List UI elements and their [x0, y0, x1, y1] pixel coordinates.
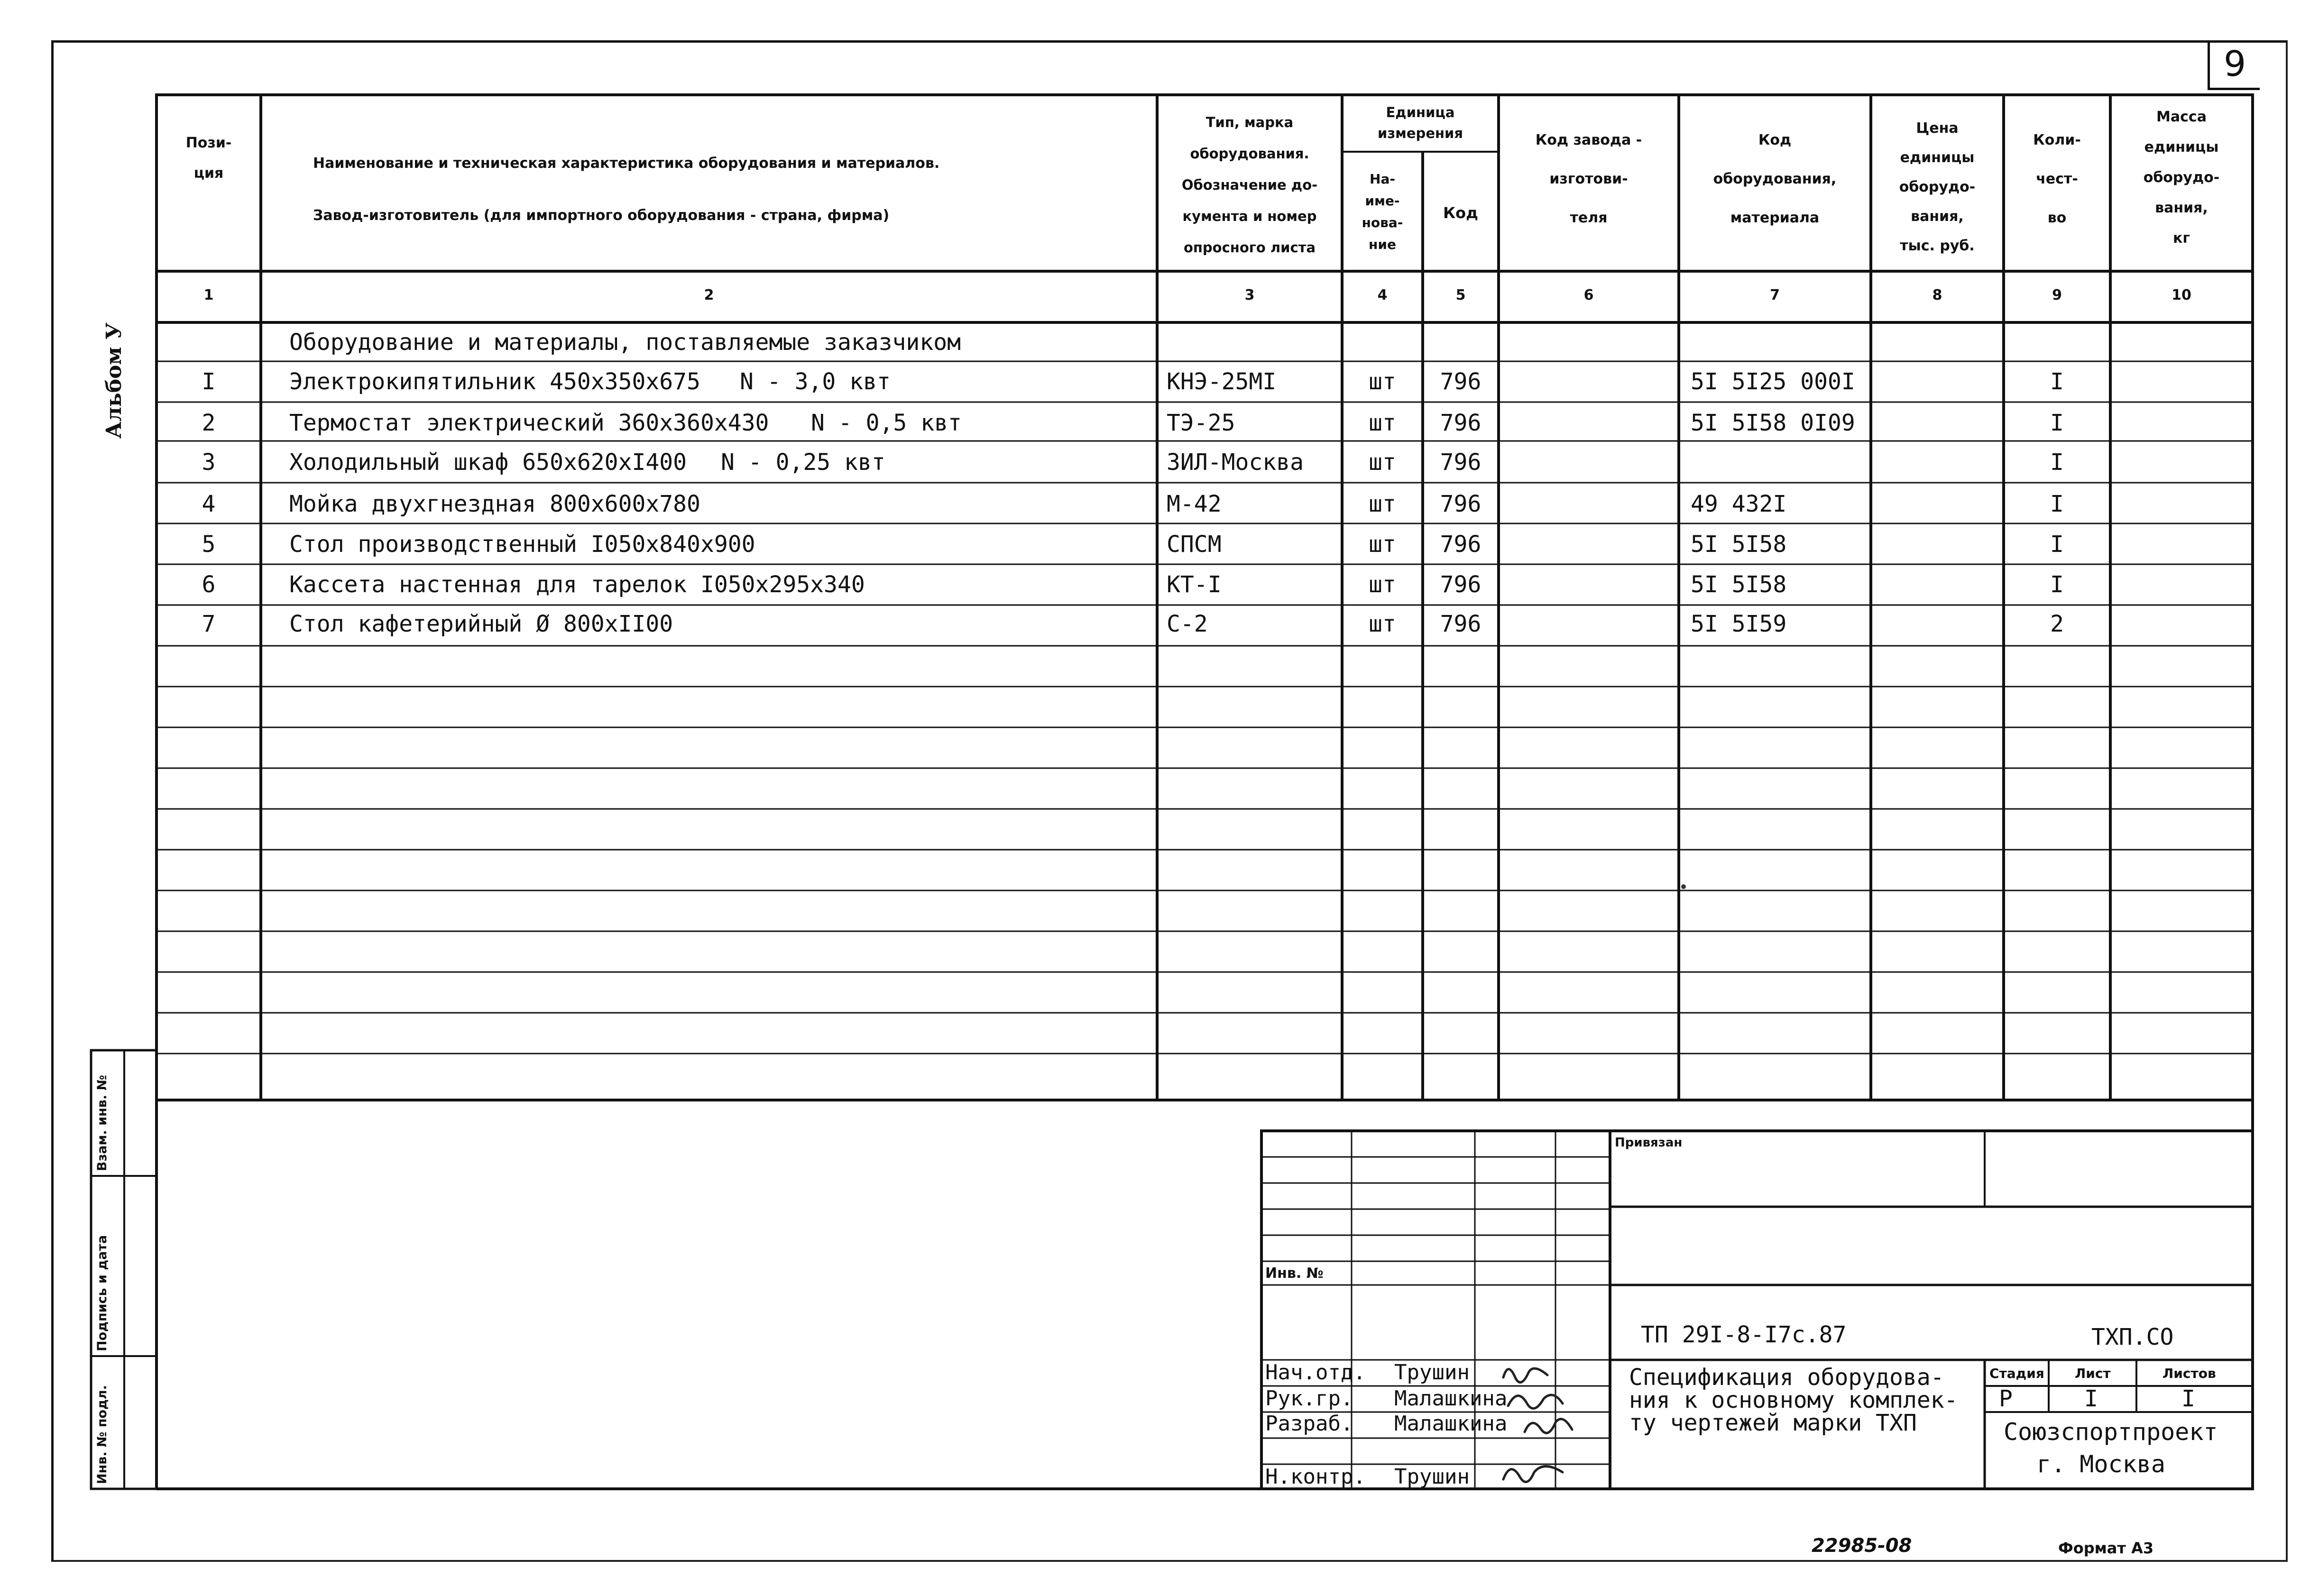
row-5-name: Стол производственный I050х840х900: [289, 531, 755, 558]
tb-org-line1: Союзспортпроект: [2004, 1418, 2218, 1446]
row-1-qty: I: [2050, 368, 2064, 395]
row-4-equip: 49 432I: [1691, 491, 1787, 517]
row-1-code: 796: [1440, 368, 1482, 395]
row-5-unit: шт: [1369, 531, 1396, 558]
row-5-code: 796: [1440, 531, 1482, 558]
tb-role-3: Н.контр.: [1265, 1465, 1366, 1489]
tb-stage: Р: [1999, 1385, 2013, 1412]
header-price: Цена единицы оборудо- вания, тыс. руб.: [1899, 120, 1976, 254]
header-unit-code: Код: [1443, 204, 1478, 222]
colnum-6: 6: [1583, 287, 1594, 303]
colnum-2: 2: [704, 287, 714, 303]
row-3-pos: 3: [202, 449, 216, 476]
row-4-qty: I: [2050, 491, 2064, 517]
header-name: Наименование и техническая характеристика оборудования и материалов. Завод-изготовитель (для импортного оборудования - страна, фирма): [313, 155, 940, 224]
header-mass: Масса единицы оборудо- вания, кг: [2143, 109, 2220, 247]
row-2-equip: 5I 5I58 0I09: [1691, 410, 1855, 436]
tb-mark: ТХП.СО: [2091, 1324, 2174, 1350]
header-unit-group: Единица измерения: [1378, 104, 1463, 141]
header-equip-code: Код оборудования, материала: [1713, 132, 1837, 226]
tb-title-line-1: ния к основному комплек-: [1629, 1387, 1958, 1413]
stamp-inv: Инв. № подл.: [95, 1385, 110, 1484]
tb-stage-label: Стадия: [1989, 1366, 2044, 1381]
row-2-name: Термостат электрический 360х360х430: [289, 410, 769, 436]
row-7-type: С-2: [1167, 611, 1208, 637]
header-plant-code: Код завода - изготови- теля: [1535, 132, 1642, 226]
tb-org-line2: г. Москва: [2037, 1450, 2165, 1478]
row-3-name: Холодильный шкаф 650х620хI400: [289, 449, 687, 476]
stamp-podpis: Подпись и дата: [95, 1235, 110, 1351]
footer-format: Формат А3: [2058, 1539, 2154, 1557]
colnum-7: 7: [1770, 287, 1780, 303]
row-2-code: 796: [1440, 410, 1482, 436]
tb-role-0: Нач.отд.: [1265, 1360, 1366, 1385]
tb-sheet-label: Лист: [2075, 1366, 2111, 1381]
row-1-unit: шт: [1369, 368, 1396, 395]
row-3-code: 796: [1440, 449, 1482, 476]
colnum-10: 10: [2172, 287, 2191, 303]
tb-sheet: I: [2084, 1385, 2098, 1412]
row-6-code: 796: [1440, 571, 1482, 598]
row-4-name: Мойка двухгнездная 800х600х780: [289, 491, 700, 517]
row-6-qty: I: [2050, 571, 2064, 598]
header-pos: Пози- ция: [185, 135, 232, 182]
row-6-name: Кассета настенная для тарелок I050х295х340: [289, 571, 865, 598]
tb-doc-code: ТП 29I-8-I7с.87: [1641, 1321, 1847, 1348]
row-3-power: N - 0,25 квт: [721, 449, 885, 476]
row-1-type: КНЭ-25МI: [1167, 368, 1277, 395]
row-5-pos: 5: [202, 531, 216, 558]
tb-title-line-2: ту чертежей марки ТХП: [1629, 1410, 1917, 1436]
row-6-unit: шт: [1369, 571, 1396, 598]
tb-privyazan: Привязан: [1615, 1136, 1683, 1150]
tb-name-0: Трушин: [1394, 1360, 1470, 1385]
page-number: 9: [2208, 40, 2260, 90]
row-5-equip: 5I 5I58: [1691, 531, 1787, 558]
footer-doc-number: 22985-08: [1812, 1535, 1912, 1557]
colnum-4: 4: [1377, 287, 1388, 303]
row-6-type: КТ-I: [1167, 571, 1222, 598]
colnum-1: 1: [203, 287, 214, 303]
header-qty: Коли- чест- во: [2033, 132, 2081, 226]
row-2-qty: I: [2050, 410, 2064, 436]
tb-role-1: Рук.гр.: [1265, 1386, 1353, 1411]
row-2-type: ТЭ-25: [1167, 410, 1235, 436]
row-3-type: ЗИЛ-Москва: [1167, 449, 1304, 476]
tb-name-3: Трушин: [1394, 1465, 1470, 1489]
row-2-power: N - 0,5 квт: [811, 410, 962, 436]
tb-name-1: Малашкина: [1394, 1386, 1508, 1411]
tb-sheets: I: [2181, 1385, 2195, 1412]
row-4-code: 796: [1440, 491, 1482, 517]
tb-inv-no: Инв. №: [1265, 1265, 1324, 1282]
colnum-3: 3: [1244, 287, 1255, 303]
tb-role-2: Разраб.: [1265, 1412, 1353, 1436]
colnum-5: 5: [1455, 287, 1466, 303]
header-type: Тип, марка оборудования. Обозначение до- кумента и номер опросного листа: [1181, 114, 1318, 256]
row-2-unit: шт: [1369, 410, 1396, 436]
tb-name-2: Малашкина: [1394, 1412, 1508, 1436]
row-4-unit: шт: [1369, 491, 1396, 517]
row-1-name: Электрокипятильник 450х350х675: [289, 368, 700, 395]
row-6-equip: 5I 5I58: [1691, 571, 1787, 598]
row-7-equip: 5I 5I59: [1691, 611, 1787, 637]
row-5-type: СПСМ: [1167, 531, 1222, 558]
row-4-pos: 4: [202, 491, 216, 517]
tb-sheets-label: Листов: [2163, 1366, 2216, 1381]
row-2-pos: 2: [202, 410, 216, 436]
row-1-equip: 5I 5I25 000I: [1691, 368, 1855, 395]
row-7-name: Стол кафетерийный Ø 800хII00: [289, 611, 673, 637]
tb-title-line-0: Спецификация оборудова-: [1629, 1364, 1944, 1391]
row-4-type: М-42: [1167, 491, 1222, 517]
header-unit-name: На- име- нова- ние: [1362, 171, 1403, 252]
row-7-code: 796: [1440, 611, 1482, 637]
colnum-9: 9: [2052, 287, 2062, 303]
row-3-unit: шт: [1369, 449, 1396, 476]
row-1-power: N - 3,0 квт: [740, 368, 891, 395]
row-7-unit: шт: [1369, 611, 1396, 637]
row-7-pos: 7: [202, 611, 216, 637]
row-1-pos: I: [202, 368, 216, 395]
album-label: Альбом У: [102, 322, 126, 439]
colnum-8: 8: [1932, 287, 1942, 303]
section-title: Оборудование и материалы, поставляемые заказчиком: [289, 329, 961, 356]
row-5-qty: I: [2050, 531, 2064, 558]
row-7-qty: 2: [2050, 611, 2064, 637]
row-6-pos: 6: [202, 571, 216, 598]
row-3-qty: I: [2050, 449, 2064, 476]
stamp-vzam: Взам. инв. №: [95, 1074, 110, 1171]
